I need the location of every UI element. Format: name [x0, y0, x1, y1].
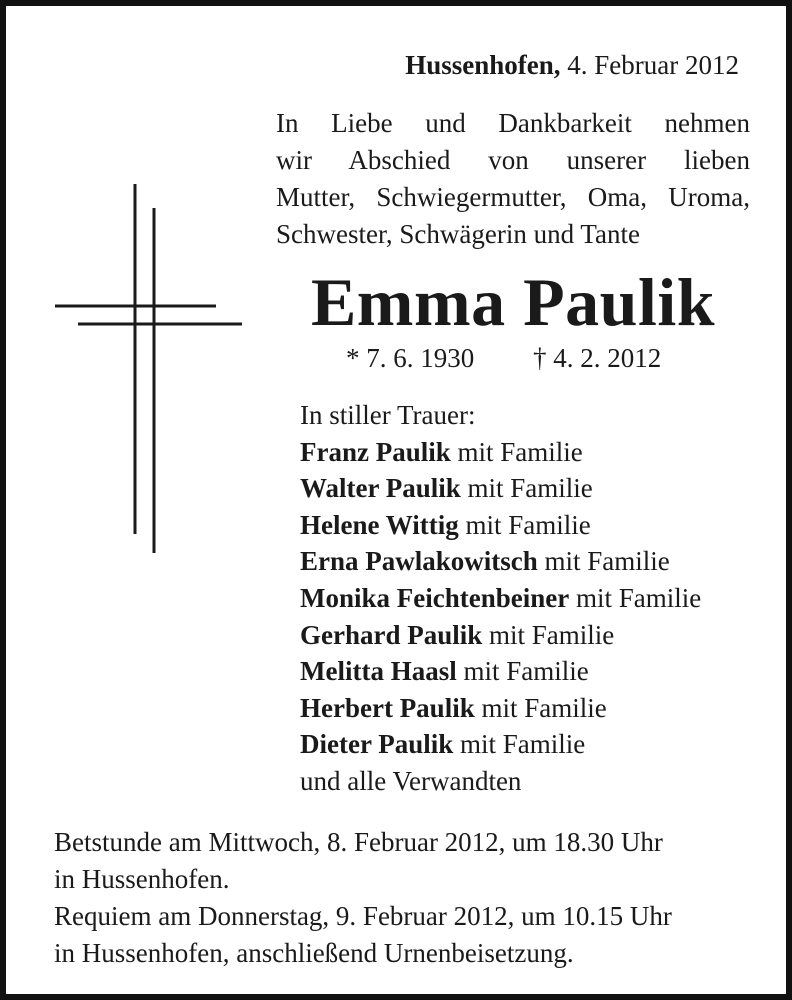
family-suffix: mit Familie — [457, 436, 583, 467]
intro-text — [276, 105, 750, 253]
place: Hussenhofen, — [405, 50, 561, 80]
mourning-heading: In stiller Trauer: — [300, 400, 476, 430]
place-date — [405, 50, 739, 81]
list-item — [300, 507, 760, 544]
service-line: Requiem am Donnerstag, 9. Februar 2012, um 10.15 Uhr — [54, 901, 672, 931]
deceased-name: Emma Paulik — [310, 264, 716, 340]
intro-line: Mutter, Schwiegermutter, Oma, Uroma, — [276, 182, 750, 212]
service-line: Betstunde am Mittwoch, 8. Februar 2012, um 18.30 Uhr — [54, 827, 663, 857]
family-name: Gerhard Paulik — [300, 619, 483, 650]
intro-line: wir Abschied von unserer lieben — [276, 145, 750, 175]
list-item — [300, 434, 760, 471]
list-item — [300, 617, 760, 654]
family-suffix: mit Familie — [467, 473, 593, 504]
list-item — [300, 726, 760, 763]
family-suffix: mit Familie — [575, 582, 702, 613]
birth-date: * 7. 6. 1930 — [346, 343, 475, 373]
intro-line: In Liebe und Dankbarkeit nehmen — [276, 108, 750, 138]
death-date: † 4. 2. 2012 — [533, 343, 662, 373]
family-suffix: mit Familie — [463, 656, 589, 687]
intro-line: Schwester, Schwägerin und Tante — [276, 219, 640, 249]
cross-icon — [6, 6, 266, 566]
family-name: Franz Paulik — [300, 436, 451, 467]
family-suffix: mit Familie — [489, 619, 615, 650]
family-name: Dieter Paulik — [300, 729, 454, 760]
family-name: Helene Wittig — [300, 509, 459, 540]
service-info — [54, 824, 754, 972]
list-item — [300, 580, 760, 617]
list-item — [300, 470, 760, 507]
family-name: Walter Paulik — [300, 473, 461, 504]
list-item — [300, 543, 760, 580]
family-name: Monika Feichtenbeiner — [300, 582, 570, 613]
list-item — [300, 690, 760, 727]
list-item — [300, 653, 760, 690]
service-line: in Hussenhofen, anschließend Urnenbeisetzung. — [54, 938, 574, 968]
service-line: in Hussenhofen. — [54, 864, 230, 894]
family-name: Erna Pawlakowitsch — [300, 546, 538, 577]
date: 4. Februar 2012 — [567, 50, 739, 80]
family-suffix: mit Familie — [465, 509, 591, 540]
family-name: Melitta Haasl — [300, 656, 457, 687]
family-suffix: mit Familie — [481, 692, 607, 723]
mourning-closing: und alle Verwandten — [300, 765, 522, 796]
family-suffix: mit Familie — [544, 546, 670, 577]
mourners-list — [300, 397, 760, 800]
family-suffix: mit Familie — [459, 729, 586, 760]
family-name: Herbert Paulik — [300, 692, 475, 723]
